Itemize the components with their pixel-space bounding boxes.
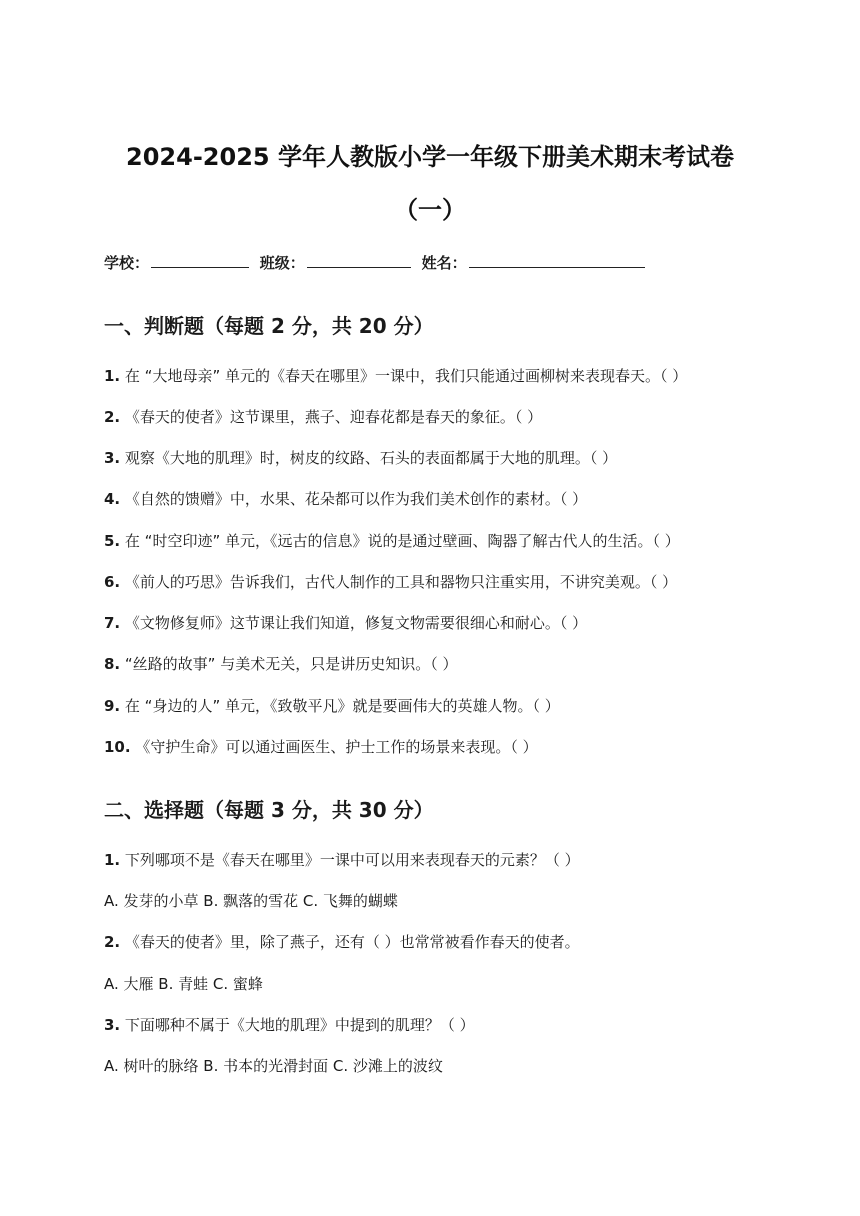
name-label: 姓名： [421,254,467,272]
question-text: 《文物修复师》这节课让我们知道，修复文物需要很细心和耐心。（ ） [120,614,588,632]
name-blank[interactable] [469,253,645,268]
question-number: 9. [104,697,121,715]
question-text: 在 “身边的人” 单元，《致敬平凡》就是要画伟大的英雄人物。（ ） [120,697,560,715]
question-item [104,489,587,509]
school-label: 学校： [104,254,150,272]
question-item [104,850,580,870]
question-item [104,737,538,757]
exam-title: 2024-2025 学年人教版小学一年级下册美术期末考试卷 [126,143,734,171]
question-text: 《自然的馈赠》中，水果、花朵都可以作为我们美术创作的素材。（ ） [120,490,588,508]
section-heading-multiple-choice: 二、选择题（每题 3 分，共 30 分） [104,798,434,822]
class-blank[interactable] [307,253,411,268]
question-text: 在 “时空印迹” 单元，《远古的信息》说的是通过壁画、陶器了解古代人的生活。（ ） [120,532,680,550]
question-text: 下列哪项不是《春天在哪里》一课中可以用来表现春天的元素？（ ） [120,851,580,869]
question-options: A. 大雁 B. 青蛙 C. 蜜蜂 [104,975,263,993]
question-number: 3. [104,449,121,467]
question-number: 1. [104,367,121,385]
question-item [104,613,587,633]
question-item [104,1015,475,1035]
question-number: 7. [104,614,121,632]
question-number: 3. [104,1016,121,1034]
question-options: A. 发芽的小草 B. 飘落的雪花 C. 飞舞的蝴蝶 [104,892,398,910]
question-item [104,448,617,468]
question-options: A. 树叶的脉络 B. 书本的光滑封面 C. 沙滩上的波纹 [104,1057,443,1075]
question-text: 在 “大地母亲” 单元的《春天在哪里》一课中，我们只能通过画柳树来表现春天。（ ） [120,367,688,385]
question-text: 观察《大地的肌理》时，树皮的纹路、石头的表面都属于大地的肌理。（ ） [120,449,618,467]
question-number: 6. [104,573,121,591]
question-number: 1. [104,851,121,869]
question-item [104,654,458,674]
question-item [104,407,542,427]
section-heading-true-false: 一、判断题（每题 2 分，共 20 分） [104,314,434,338]
question-text: 《守护生命》可以通过画医生、护士工作的场景来表现。（ ） [130,738,538,756]
question-number: 4. [104,490,121,508]
question-text: 《春天的使者》里，除了燕子，还有（ ）也常常被看作春天的使者。 [120,933,580,951]
question-text: 《春天的使者》这节课里，燕子、迎春花都是春天的象征。（ ） [120,408,543,426]
student-info-row [104,253,647,273]
school-blank[interactable] [151,253,249,268]
question-item [104,696,560,716]
question-item [104,932,580,952]
question-item [104,572,677,592]
question-text: 《前人的巧思》告诉我们，古代人制作的工具和器物只注重实用，不讲究美观。（ ） [120,573,678,591]
exam-subtitle: （一） [394,196,466,224]
question-number: 5. [104,532,121,550]
question-text: 下面哪种不属于《大地的肌理》中提到的肌理？（ ） [120,1016,475,1034]
question-number: 2. [104,408,121,426]
question-item [104,366,687,386]
question-item [104,531,680,551]
question-number: 2. [104,933,121,951]
question-number: 10. [104,738,131,756]
question-number: 8. [104,655,121,673]
class-label: 班级： [259,254,305,272]
question-text: “丝路的故事” 与美术无关，只是讲历史知识。（ ） [120,655,458,673]
